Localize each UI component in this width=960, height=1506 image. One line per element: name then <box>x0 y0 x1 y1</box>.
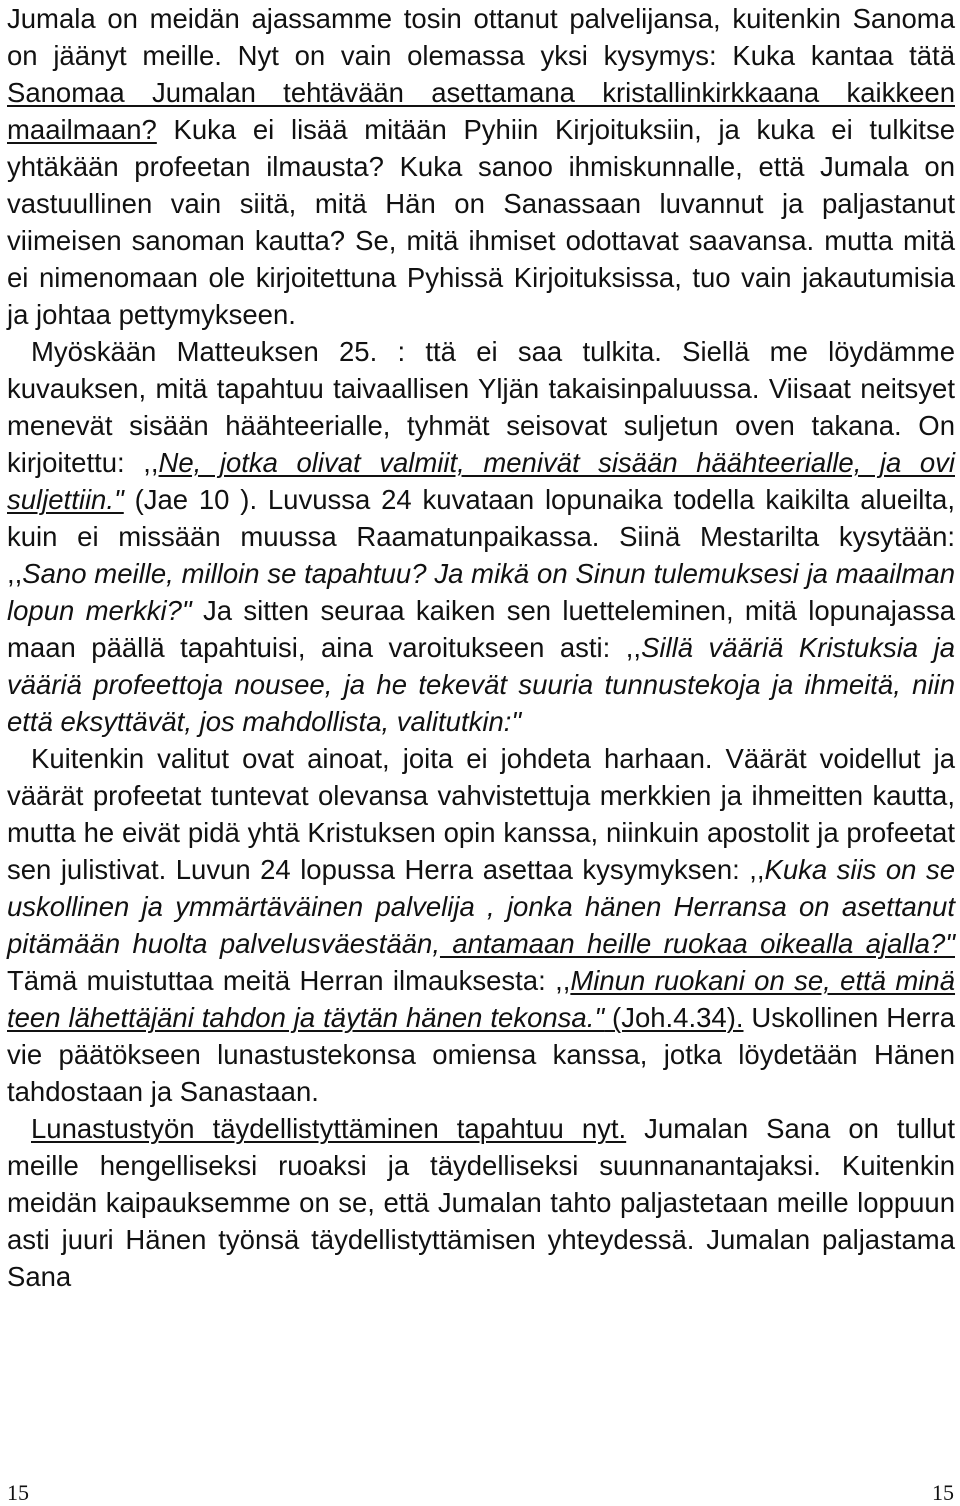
text-run: (Jae 10 ). Luvussa 24 kuvataan lopunaika todella kaikilta alueilta, kuin ei missään muussa Raamatunpaikassa. Siinä Mestarilta kysytään: ,, <box>7 484 955 589</box>
text-run: (Joh.4.34). <box>604 1002 744 1033</box>
paragraph-3 <box>7 740 955 1110</box>
text-run: Ne, jotka olivat valmiit, menivät sisään häähteerialle, ja ovi suljettiin." <box>7 447 955 515</box>
paragraph-2 <box>7 333 955 740</box>
text-run: Lunastustyön täydellistyttäminen tapahtuu nyt. <box>31 1113 627 1144</box>
text-run: Sano meille, milloin se tapahtuu? Ja mikä on Sinun tulemuksesi ja maailman lopun merkki?" <box>7 558 955 626</box>
text-run: Myöskään Matteuksen 25. : ttä ei saa tulkita. Siellä me löydämme kuvauksen, mitä tapahtuu taivaallisen Yljän takaisinpaluussa. Viisaat neitsyet menevät sisään häähteerialle, tyhmät seisovat suljetun oven takana. On kirjoitettu: ,, <box>7 336 955 478</box>
paragraph-1 <box>7 0 955 333</box>
text-run: antamaan heille ruokaa oikealla ajalla?" <box>439 928 955 959</box>
text-run: Jumala on meidän ajassamme tosin ottanut palvelijansa, kuitenkin Sanoma on jäänyt meille. Nyt on vain olemassa yksi kysymys: Kuka kantaa tätä <box>7 3 955 71</box>
text-run: Kuka ei lisää mitään Pyhiin Kirjoituksiin, ja kuka ei tulkitse yhtäkään profeetan ilmausta? Kuka sanoo ihmiskunnalle, että Jumala on vastuullinen vain siitä, mitä Hän on Sanassaan luvannut ja paljastanut viimeisen sanoman kautta? Se, mitä ihmiset odottavat saavansa. mutta mitä ei nimenomaan ole kirjoitettuna Pyhissä Kirjoituksissa, tuo vain jakautumisia ja johtaa pettymykseen. <box>7 114 955 330</box>
text-run: Uskollinen Herra vie päätökseen lunastustekonsa omiensa kanssa, jotka löydetään Hänen tahdostaan ja Sanastaan. <box>7 1002 955 1107</box>
text-run: Sillä vääriä Kristuksia ja vääriä profeettoja nousee, ja he tekevät suuria tunnustekoja ja ihmeitä, niin että eksyttävät, jos mahdollista, valitutkin:" <box>7 632 955 737</box>
paragraph-4 <box>7 1110 955 1295</box>
text-run: Kuitenkin valitut ovat ainoat, joita ei johdeta harhaan. Väärät voidellut ja väärät profeetat tuntevat olevansa vahvistettuja merkkien ja ihmeitten kautta, mutta he eivät pidä yhtä Kristuksen opin kanssa, niinkuin apostolit ja profeetat sen julistivat. Luvun 24 lopussa Herra asettaa kysymyksen: ,, <box>7 743 955 885</box>
page-number-left: 15 <box>7 1480 29 1505</box>
text-run: Jumalan Sana on tullut meille hengelliseksi ruoaksi ja täydelliseksi suunnanantajaksi. Kuitenkin meidän kaipauksemme on se, että Jumalan tahto paljastetaan meille loppuun asti juuri Hänen työnsä täydellistyttämisen yhteydessä. Jumalan paljastama Sana <box>7 1113 955 1292</box>
text-run: Minun ruokani on se, että minä teen lähettäjäni tahdon ja täytän hänen tekonsa." <box>7 965 956 1033</box>
page-number-right: 15 <box>932 1480 954 1505</box>
document-body <box>7 0 955 1295</box>
text-run: Tämä muistuttaa meitä Herran ilmauksesta: ,, <box>7 965 571 996</box>
text-run: Kuka siis on se uskollinen ja ymmärtäväinen palvelija , jonka hänen Herransa on asettanut pitämään huolta palvelusväestään, <box>7 854 955 959</box>
text-run: Sanomaa Jumalan tehtävään asettamana kristallinkirkkaana kaikkeen maailmaan? <box>7 77 955 145</box>
text-run: Ja sitten seuraa kaiken sen luetteleminen, mitä lopunajassa maan päällä tapahtuisi, aina varoitukseen asti: ,, <box>7 595 955 663</box>
